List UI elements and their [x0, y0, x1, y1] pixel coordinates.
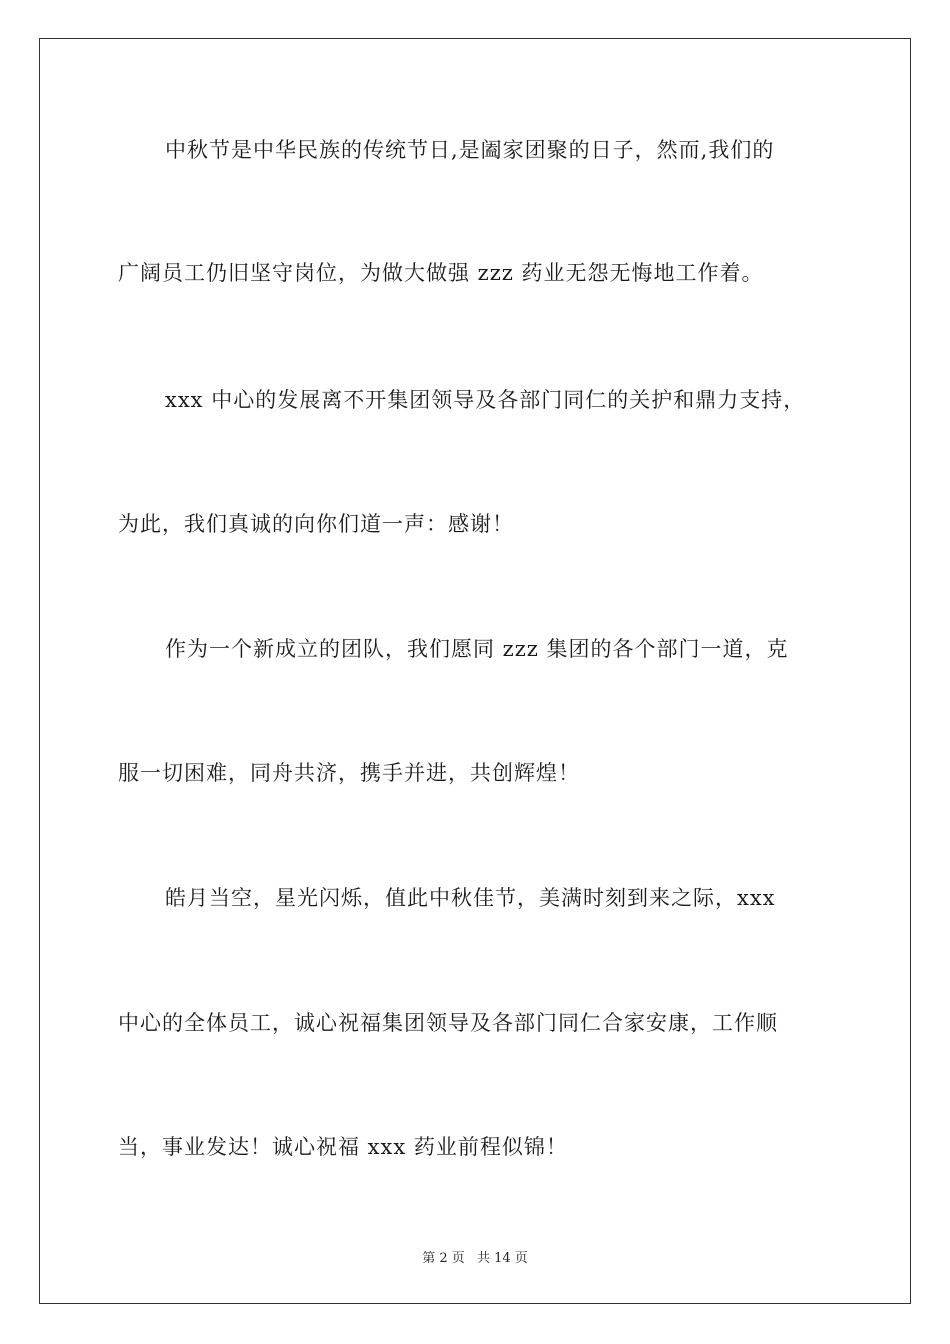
paragraph-2-line-2: 为此，我们真诚的向你们道一声：感谢！ — [118, 512, 514, 536]
paragraph-2-line-1: xxx 中心的发展离不开集团领导及各部门同仁的关护和鼎力支持， — [165, 388, 806, 412]
page-footer — [0, 1247, 950, 1266]
paragraph-1-line-2: 广阔员工仍旧坚守岗位，为做大做强 zzz 药业无怨无悔地工作着。 — [118, 261, 764, 285]
paragraph-4-line-3: 当，事业发达！诚心祝福 xxx 药业前程似锦！ — [118, 1135, 568, 1159]
page-border — [39, 38, 911, 1304]
page-number: 第 2 页 — [422, 1251, 465, 1266]
paragraph-3-line-2: 服一切困难，同舟共济，携手并进，共创辉煌！ — [118, 761, 580, 785]
paragraph-1-line-1: 中秋节是中华民族的传统节日,是阖家团聚的日子，然而,我们的 — [165, 138, 775, 162]
paragraph-4-line-1: 皓月当空，星光闪烁，值此中秋佳节，美满时刻到来之际，xxx — [165, 886, 776, 910]
page-total: 共 14 页 — [476, 1251, 528, 1266]
paragraph-3-line-1: 作为一个新成立的团队，我们愿同 zzz 集团的各个部门一道，克 — [165, 637, 789, 661]
paragraph-4-line-2: 中心的全体员工，诚心祝福集团领导及各部门同仁合家安康，工作顺 — [118, 1011, 778, 1035]
